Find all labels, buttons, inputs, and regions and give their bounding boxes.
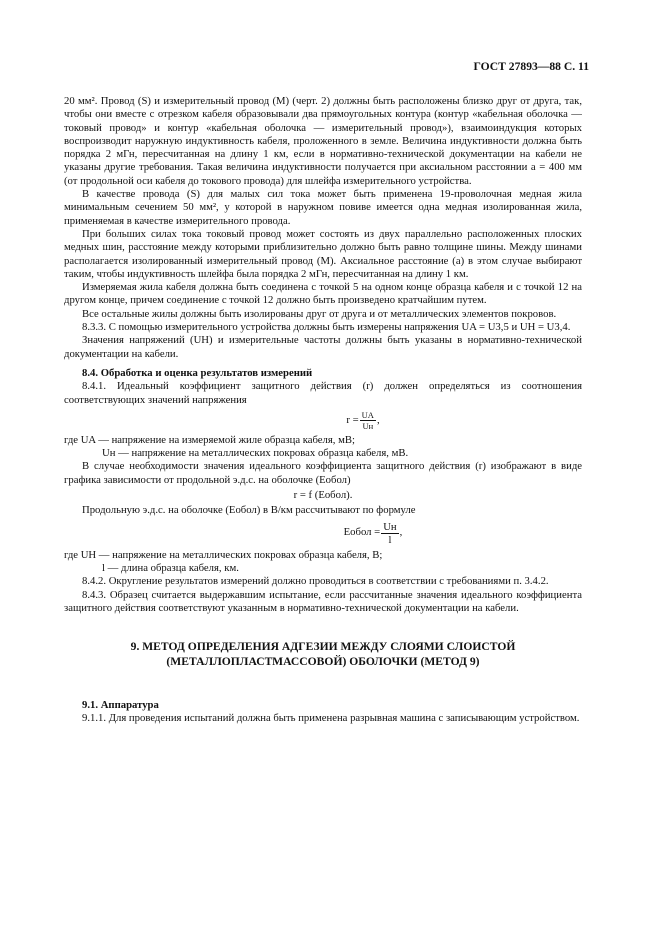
formula-e-obol [164, 521, 582, 546]
fraction [360, 410, 376, 431]
paragraph: В случае необходимости значения идеального коэффициента защитного действия (r) изображают в виде графика зависимости от продольной э.д.с. на оболочке (Eобол) [64, 460, 582, 486]
section-title-line: (МЕТАЛЛОПЛАСТМАССОВОЙ) ОБОЛОЧКИ (МЕТОД 9) [166, 655, 480, 669]
clause-8-4-1: 8.4.1. Идеальный коэффициент защитного действия (r) должен определяться из соотношения соответствующих значений напряжения [64, 380, 582, 406]
fraction-denominator: l [388, 533, 392, 546]
section-heading-9-1: 9.1. Аппаратура [82, 699, 159, 712]
paragraph: В качестве провода (S) для малых сил тока может быть применена 19-проволочная медная жила минимальным сечением 50 мм², у которой в наружном повиве имеется одна медная изолированная жила, применяемая в качестве измерительного провода. [64, 188, 582, 227]
fraction [381, 521, 398, 546]
paragraph: При больших силах тока токовый провод может состоять из двух параллельно расположенных плоских медных шин, расстояние между которыми приблизительно должно быть равно толщине шины. Между шинами располагается изолированный измерительный провод (M). Аксиальное расстояние (a) в этом случае выбирают таким, чтобы индуктивность шлейфа была порядка 2 мГн, пересчитанная на длину 1 км. [64, 227, 582, 280]
definition-line: Uн — напряжение на металлических покровах образца кабеля, мВ. [102, 447, 409, 460]
fraction-numerator: Uн [383, 520, 397, 533]
formula-lhs: Eобол = [343, 526, 381, 539]
fraction-numerator: UA [361, 409, 374, 420]
section-heading-8-4: 8.4. Обработка и оценка результатов измерений [82, 366, 313, 379]
clause-8-4-2: 8.4.2. Округление результатов измерений должно проводиться в соответствии с требованиями п. 3.4.2. [82, 575, 549, 588]
clause-8-3-3: 8.3.3. С помощью измерительного устройства должны быть измерены напряжения UA = U3,5 и UН = U3,4. [82, 321, 571, 334]
definition-line: l — длина образца кабеля, км. [102, 561, 239, 574]
formula-lhs: r = [346, 413, 359, 426]
paragraph: 20 мм². Провод (S) и измерительный провод (M) (черт. 2) должны быть расположены близко друг от друга, так, чтобы они вместе с отрезком кабеля образовывали два прямоугольных контура (контур «кабельная оболочка — токовый провод» и контур «кабельная оболочка — измерительный провод»), взаимоиндукция которых воспроизводит наружную индуктивность кабеля, проложенного в земле. Величина индуктивности должна быть порядка 2 мГн, пересчитанная на длину 1 км, если в нормативно-технической документации на кабели не указаны другие требования. Такая величина индуктивности получается при аксиальном расстоянии a = 400 мм (от продольной оси кабеля до токового провода) для шлейфа измерительного устройства. [64, 95, 582, 187]
paragraph: Все остальные жилы должны быть изолированы друг от друга и от металлических элементов покровов. [82, 307, 557, 320]
paragraph: Значения напряжений (UН) и измерительные частоты должны быть указаны в нормативно-технической документации на кабели. [64, 334, 582, 360]
definition-line: где UA — напряжение на измеряемой жиле образца кабеля, мВ; [64, 433, 356, 446]
section-title-line: 9. МЕТОД ОПРЕДЕЛЕНИЯ АДГЕЗИИ МЕЖДУ СЛОЯМИ СЛОИСТОЙ [130, 640, 516, 654]
definition-line: где UН — напряжение на металлических покровах образца кабеля, В; [64, 548, 383, 561]
clause-8-4-3: 8.4.3. Образец считается выдержавшим испытание, если рассчитанные значения идеального коэффициента защитного действия соответствуют указанным в нормативно-технической документации на кабели. [64, 588, 582, 614]
paragraph: Измеряемая жила кабеля должна быть соединена с точкой 5 на одном конце образца кабеля и с точкой 12 на другом конце, причем соединение с точкой 12 должно быть произведено кратчайшим путем. [64, 281, 582, 307]
clause-9-1-1: 9.1.1. Для проведения испытаний должна быть применена разрывная машина с записывающим устройством. [82, 712, 580, 725]
formula-tail: , [399, 526, 403, 539]
formula-text: r = f (Eобол). [293, 489, 353, 502]
formula-function [64, 489, 582, 502]
formula-r [144, 410, 582, 431]
section-title-9 [64, 639, 582, 669]
page-content [64, 95, 582, 726]
formula-tail: , [376, 413, 380, 426]
fraction-denominator: Uн [362, 420, 374, 431]
paragraph: Продольную э.д.с. на оболочке (Eобол) в В/км рассчитывают по формуле [82, 504, 416, 517]
page-header: ГОСТ 27893—88 С. 11 [473, 60, 589, 73]
